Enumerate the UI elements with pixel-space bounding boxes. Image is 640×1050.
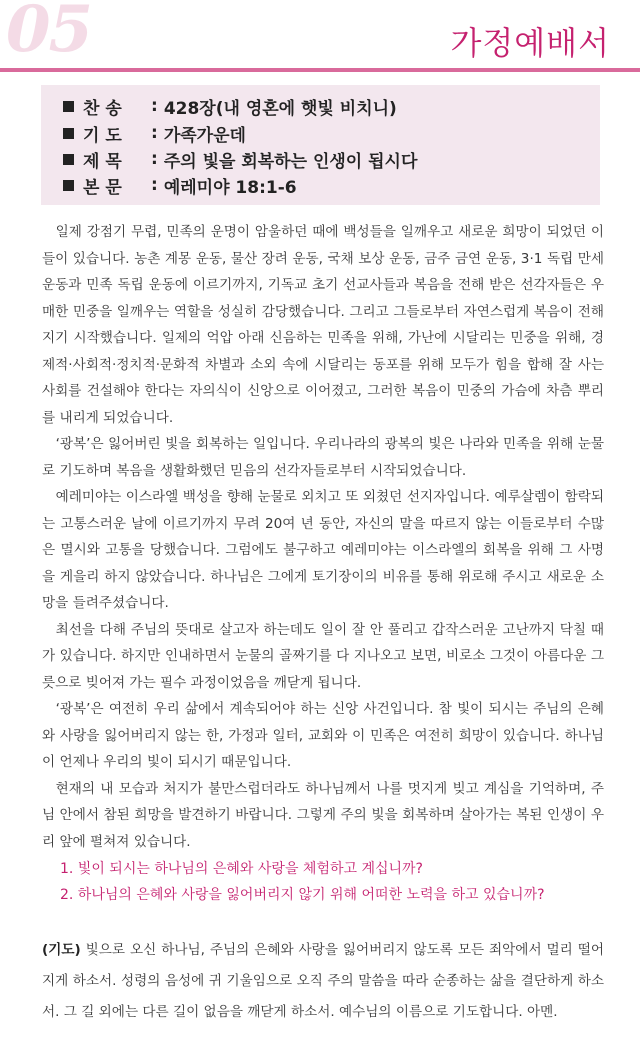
info-label [83,94,147,119]
info-value: 주의 빛을 회복하는 인생이 됩시다 [163,151,418,172]
sermon-paragraph: ‘광복’은 여전히 우리 삶에서 계속되어야 하는 신앙 사건입니다. 참 빛이 되시는 주님의 은혜와 사랑을 잃어버리지 않는 한, 가정과 일터, 교회와 이 민족은 여전히 희망이 있습니다. 하나님이 언제나 우리의 빛이 되시기 때문입니다. [42,701,604,770]
info-label-text: 기 도 [83,125,122,146]
info-label-text: 찬 송 [83,98,122,119]
sermon-paragraph: 일제 강점기 무렵, 민족의 운명이 암울하던 때에 백성들을 일깨우고 새로운 희망이 되었던 이들이 있습니다. 농촌 계몽 운동, 물산 장려 운동, 국채 보상 운동, 금주 금연 운동, 3·1 독립 만세 운동과 민족 독립 운동에 이르기까지, 기독교 초기 선교사들과 복음을 전해 받은 선각자들은 우매한 민중을 일깨우는 역할을 성실히 감당했습니다. 그리고 그들로부터 자연스럽게 복음이 전해지기 시작했습니다. 일제의 억압 아래 신음하는 민족을 위해, 가난에 시달리는 민중을 위해, 경제적·사회적·정치적·문화적 차별과 소외 속에 시달리는 동포를 위해 모두가 힘을 합해 잘 사는 사회를 건설해야 한다는 자의식이 신앙으로 이어졌고, 그러한 복음이 민중의 가슴에 차츰 뿌리를 내리게 되었습니다. [42,224,604,426]
info-colon: : [151,96,158,116]
info-colon: : [151,175,158,195]
page-number: 05 [6,0,92,67]
info-colon: : [151,123,158,143]
bullet-square-icon [63,154,74,165]
info-row-hymn [63,93,397,119]
page-title: 가정예배서 [450,24,610,62]
prayer-tag: (기도) [42,942,81,958]
sermon-paragraph: 현재의 내 모습과 처지가 불만스럽더라도 하나님께서 나를 멋지게 빚고 계심을 기억하며, 주님 안에서 참된 희망을 발견하기 바랍니다. 그렇게 주의 빛을 회복하며 살아가는 복된 인생이 우리 앞에 펼쳐져 있습니다. [42,780,604,850]
worship-info-box [41,85,600,205]
info-colon: : [151,149,158,169]
info-label-text: 본 문 [83,177,122,198]
info-row-prayer [63,120,246,146]
sermon-paragraph: 예레미야는 이스라엘 백성을 향해 눈물로 외치고 또 외쳤던 선지자입니다. 예루살렘이 함락되는 고통스러운 날에 이르기까지 무려 20여 년 동안, 자신의 말을 따르지 않는 이들로부터 수많은 멸시와 고통을 당했습니다. 그럼에도 불구하고 예레미야는 이스라엘의 회복을 위해 그 사명을 게을리 하지 않았습니다. 하나님은 그에게 토기장이의 비유를 통해 위로해 주시고 새로운 소망을 들려주셨습니다. [42,489,604,611]
question-item: 1. 빛이 되시는 하나님의 은혜와 사랑을 체험하고 계십니까? [60,861,423,877]
bullet-square-icon [63,128,74,139]
info-label-text: 제 목 [83,151,122,172]
info-value: 예레미야 18:1-6 [163,177,297,198]
info-row-scripture [63,172,297,198]
sermon-body [42,219,604,855]
discussion-questions [60,856,620,908]
info-value: 428장(내 영혼에 햇빛 비치니) [163,98,397,119]
closing-prayer [42,935,604,1028]
bullet-square-icon [63,101,74,112]
info-value: 가족가운데 [163,125,246,146]
info-label [83,173,147,198]
prayer-text: 빛으로 오신 하나님, 주님의 은혜와 사랑을 잃어버리지 않도록 모든 죄악에서 멀리 떨어지게 하소서. 성령의 음성에 귀 기울임으로 오직 주의 말씀을 따라 순종하는 삶을 결단하게 하소서. 그 길 외에는 다른 길이 없음을 깨닫게 하소서. 예수님의 이름으로 기도합니다. 아멘. [42,942,604,1020]
bullet-square-icon [63,180,74,191]
info-row-subject [63,146,417,172]
info-label [83,147,147,172]
question-item: 2. 하나님의 은혜와 사랑을 잃어버리지 않기 위해 어떠한 노력을 하고 있습니까? [60,887,545,903]
info-label [83,121,147,146]
sermon-paragraph: ‘광복’은 잃어버린 빛을 회복하는 일입니다. 우리나라의 광복의 빛은 나라와 민족을 위해 눈물로 기도하며 복음을 생활화했던 믿음의 선각자들로부터 시작되었습니다. [42,436,604,479]
header-divider [0,68,640,72]
sermon-paragraph: 최선을 다해 주님의 뜻대로 살고자 하는데도 일이 잘 안 풀리고 갑작스러운 고난까지 닥칠 때가 있습니다. 하지만 인내하면서 눈물의 골짜기를 다 지나오고 보면, 비로소 그것이 아름다운 그릇으로 빚어져 가는 필수 과정이었음을 깨닫게 됩니다. [42,621,604,691]
